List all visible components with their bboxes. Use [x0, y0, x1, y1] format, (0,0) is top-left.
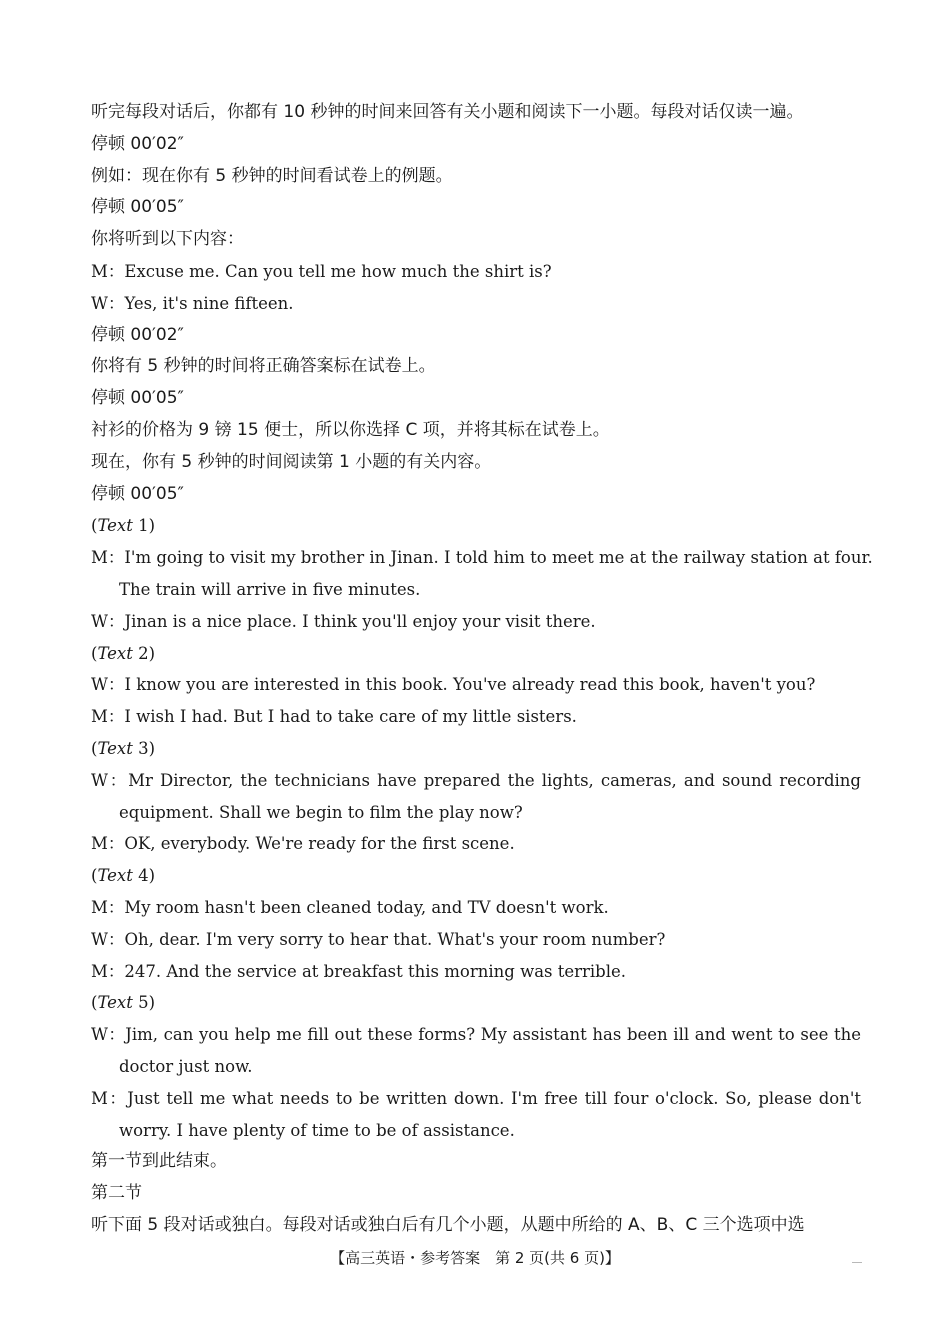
dialogue-line: W：Oh, dear. I'm very sorry to hear that. What's your room number?: [91, 929, 666, 949]
instruction-line: 例如：现在你有 5 秒钟的时间看试卷上的例题。: [91, 165, 453, 186]
instruction-line: 你将听到以下内容：: [91, 229, 244, 250]
dialogue-line: M：247. And the service at breakfast this morning was terrible.: [91, 961, 627, 981]
page-footer: 【高三英语・参考答案 第 2 页(共 6 页)】: [330, 1249, 620, 1267]
text-label: (Text 5): [91, 993, 156, 1013]
instruction-line: 停顿 00′05″: [91, 483, 184, 504]
instruction-line: 第一节到此结束。: [91, 1151, 227, 1172]
instruction-line: 停顿 00′02″: [91, 324, 184, 345]
dialogue-line: M：Excuse me. Can you tell me how much the shirt is?: [91, 261, 552, 281]
instruction-line: 停顿 00′02″: [91, 133, 184, 154]
dialogue-line: M：Just tell me what needs to be written down. I'm free till four o'clock. So, please don't: [91, 1088, 861, 1108]
dialogue-line: M：I'm going to visit my brother in Jinan. I told him to meet me at the railway station at four.: [91, 548, 873, 568]
dialogue-line: worry. I have plenty of time to be of assistance.: [119, 1120, 515, 1140]
instruction-line: 停顿 00′05″: [91, 388, 184, 409]
dialogue-line: M：My room hasn't been cleaned today, and TV doesn't work.: [91, 897, 609, 917]
text-label: (Text 4): [91, 866, 156, 886]
dialogue-line: M：I wish I had. But I had to take care of my little sisters.: [91, 707, 577, 727]
instruction-line: 你将有 5 秒钟的时间将正确答案标在试卷上。: [91, 356, 436, 377]
text-label: (Text 1): [91, 516, 156, 536]
document-body: [91, 97, 873, 1242]
dialogue-line: W：Yes, it's nine fifteen.: [91, 293, 294, 313]
dialogue-line: M：OK, everybody. We're ready for the first scene.: [91, 834, 515, 854]
text-label: (Text 2): [91, 643, 156, 663]
dialogue-line: W：I know you are interested in this book. You've already read this book, haven't you?: [91, 675, 816, 695]
text-label: (Text 3): [91, 738, 156, 758]
instruction-line: 衬衫的价格为 9 镑 15 便士，所以你选择 C 项，并将其标在试卷上。: [91, 419, 610, 440]
dialogue-line: W：Jinan is a nice place. I think you'll enjoy your visit there.: [91, 611, 596, 631]
dialogue-line: equipment. Shall we begin to film the play now?: [119, 802, 523, 822]
instruction-line: 停顿 00′05″: [91, 197, 184, 218]
dialogue-line: The train will arrive in five minutes.: [119, 579, 421, 599]
instruction-line: 听下面 5 段对话或独白。每段对话或独白后有几个小题，从题中所给的 A、B、C 三个选项中选: [91, 1214, 805, 1235]
dialogue-line: W：Jim, can you help me fill out these forms? My assistant has been ill and went to see the: [91, 1025, 861, 1045]
instruction-line: 现在，你有 5 秒钟的时间阅读第 1 小题的有关内容。: [91, 451, 492, 472]
instruction-line: 第二节: [91, 1183, 142, 1204]
dialogue-line: W：Mr Director, the technicians have prepared the lights, cameras, and sound recording: [91, 770, 861, 790]
dialogue-line: doctor just now.: [119, 1056, 253, 1076]
corner-mark: [852, 1262, 862, 1263]
instruction-line: 听完每段对话后，你都有 10 秒钟的时间来回答有关小题和阅读下一小题。每段对话仅读一遍。: [91, 102, 804, 122]
